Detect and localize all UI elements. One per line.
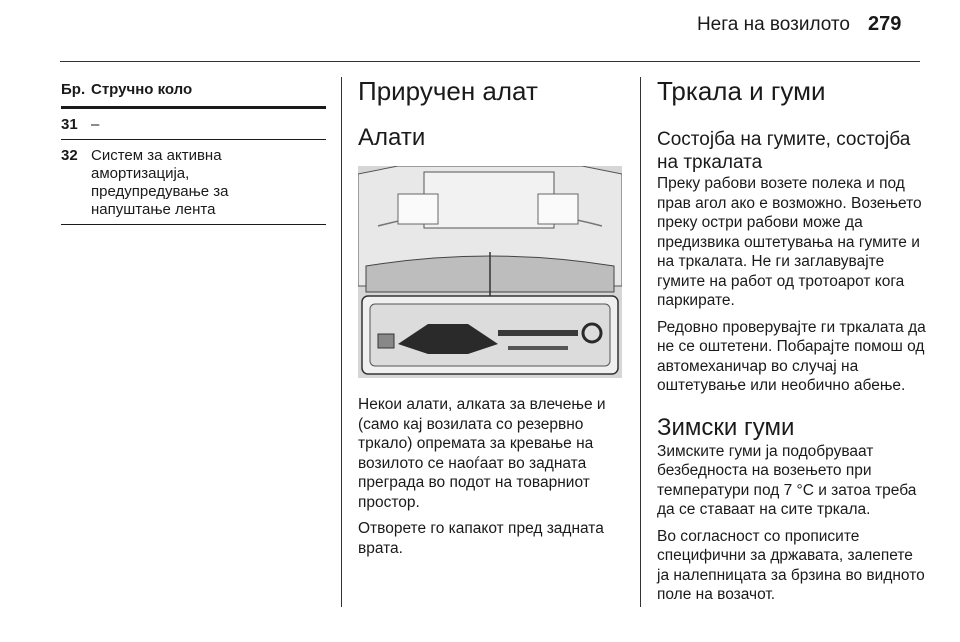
tools-paragraph: Некои алати, алката за влечење и (само кај возилата со резервно тркало) опремата за кревање на возилото се наоѓаат во задната преграда во подот на товарниот простор. — [358, 396, 606, 511]
header-rule — [60, 61, 920, 62]
table-row — [61, 140, 326, 225]
section-title-tools: Приручен алат — [358, 76, 538, 106]
page-number: 279 — [868, 13, 902, 35]
winter-paragraph-2: Во согласност со прописите специфични за државата, залепете ја налепницата за брзина во видното поле на возачот. — [657, 527, 925, 603]
table-header — [61, 81, 326, 109]
subsection-title-condition: Состојба на гумите, состојба на тркалата — [657, 129, 911, 173]
trunk-tools-illustration — [358, 166, 622, 378]
running-header-title: Нега на возилото — [696, 14, 850, 35]
section-title-wheels: Тркала и гуми — [657, 76, 826, 106]
row-text: Систем за активна амортизација, предупредување за напуштање лента — [91, 147, 229, 218]
table-header-circuit: Стручно коло — [91, 81, 193, 98]
winter-paragraph-1: Зимските гуми ја подобруваат безбедноста на возењето при температури под 7 °C и затоа треба да се ставаат на сите тркала. — [657, 442, 917, 518]
column-divider-left — [341, 77, 342, 607]
subsection-title-winter-tyres: Зимски гуми — [657, 413, 795, 441]
fuse-table — [61, 81, 326, 225]
table-header-number: Бр. — [61, 81, 86, 98]
row-number: 32 — [61, 147, 78, 164]
row-number: 31 — [61, 116, 78, 133]
column-divider-right — [640, 77, 641, 607]
condition-paragraph-1: Преку рабови возете полека и под прав агол ако е возможно. Возењето преку остри рабови може да предизвика оштетувања на гумите и на тркалата. Не ги заглавувајте гумите на работ од тротоарот кога паркирате. — [657, 175, 922, 309]
row-text: – — [91, 116, 100, 133]
condition-paragraph-2: Редовно проверувајте ги тркалата да не се оштетени. Побарајте помош од автомеханичар во случај на оштетување или необично абење. — [657, 318, 926, 394]
table-row — [61, 109, 326, 140]
tools-paragraph-open-cover: Отворете го капакот пред задната врата. — [358, 520, 604, 557]
middle-column — [358, 76, 623, 558]
right-column — [657, 76, 927, 605]
subsection-title-tools: Алати — [358, 124, 426, 151]
